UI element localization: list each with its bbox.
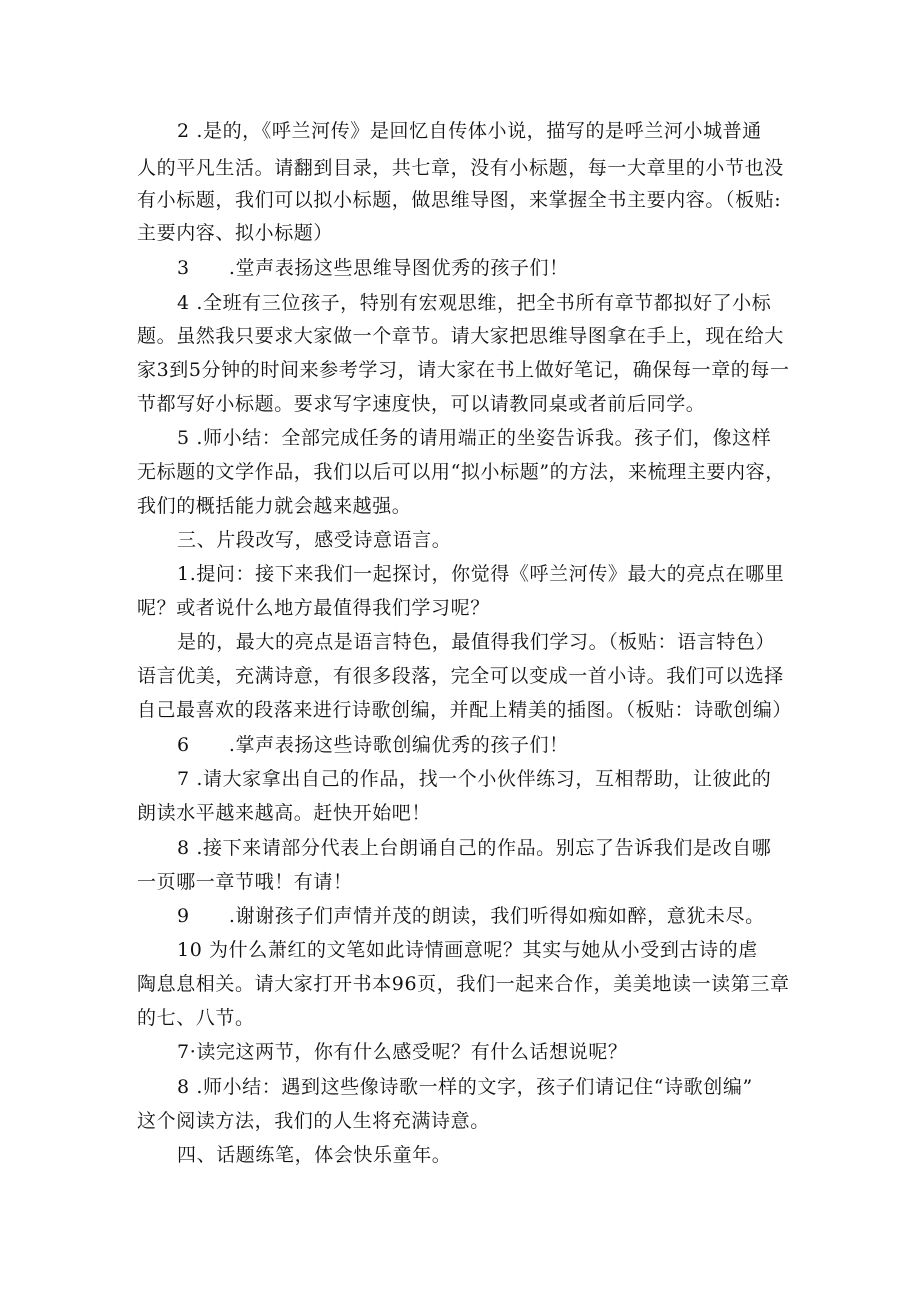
text-line: 是的，最大的亮点是语言特色，最值得我们学习。（板贴：语言特色） bbox=[177, 631, 776, 653]
text-line: 2 .是的，《呼兰河传》是回忆自传体小说，描写的是呼兰河小城普通 bbox=[177, 120, 762, 142]
text-line: 语言优美，充满诗意，有很多段落，完全可以变成一首小诗。我们可以选择 bbox=[137, 665, 784, 687]
text-line: 7·读完这两节，你有什么感受呢？有什么话想说呢？ bbox=[177, 1041, 628, 1063]
text-line: 6 .掌声表扬这些诗歌创编优秀的孩子们！ bbox=[177, 734, 569, 756]
text-line: 5 .师小结：全部完成任务的请用端正的坐姿告诉我。孩子们，像这样 bbox=[177, 427, 772, 449]
text-line: 8 .接下来请部分代表上台朗诵自己的作品。别忘了告诉我们是改自哪 bbox=[177, 837, 772, 859]
text-line: 3 .堂声表扬这些思维导图优秀的孩子们！ bbox=[177, 257, 569, 279]
text-line: 家3到5分钟的时间来参考学习，请大家在书上做好笔记，确保每一章的每一 bbox=[137, 359, 790, 381]
text-line: 这个阅读方法，我们的人生将充满诗意。 bbox=[137, 1110, 490, 1132]
text-line: 朗读水平越来越高。赶快开始吧！ bbox=[137, 802, 432, 824]
text-line: 的七、八节。 bbox=[137, 1007, 255, 1029]
text-line: 8 .师小结：遇到这些像诗歌一样的文字，孩子们请记住“诗歌创编” bbox=[177, 1076, 753, 1098]
text-line: 呢？或者说什么地方最值得我们学习呢？ bbox=[137, 597, 490, 619]
text-line: 自己最喜欢的段落来进行诗歌创编，并配上精美的插图。（板贴：诗歌创编） bbox=[137, 699, 792, 721]
text-line: 无标题的文学作品，我们以后可以用“拟小标题”的方法，来梳理主要内容， bbox=[137, 461, 785, 483]
text-line: 1.提问：接下来我们一起探讨，你觉得《呼兰河传》最大的亮点在哪里 bbox=[177, 563, 785, 585]
text-line: 7 .请大家拿出自己的作品，找一个小伙伴练习，互相帮助，让彼此的 bbox=[177, 768, 772, 790]
text-line: 陶息息相关。请大家打开书本96页，我们一起来合作，美美地读一读第三章 bbox=[137, 973, 790, 995]
text-line: 一页哪一章节哦！有请！ bbox=[137, 871, 353, 893]
text-line: 9 .谢谢孩子们声情并茂的朗读，我们听得如痴如醉，意犹未尽。 bbox=[177, 905, 765, 927]
text-line: 节都写好小标题。要求写字速度快，可以请教同桌或者前后同学。 bbox=[137, 393, 706, 415]
section-heading: 四、话题练笔，体会快乐童年。 bbox=[177, 1144, 452, 1166]
text-line: 10 为什么萧红的文笔如此诗情画意呢？其实与她从小受到古诗的虐 bbox=[177, 939, 758, 961]
section-heading: 三、片段改写，感受诗意语言。 bbox=[177, 529, 452, 551]
text-line: 人的平凡生活。请翻到目录，共七章，没有小标题，每一大章里的小节也没 bbox=[137, 157, 784, 179]
text-line: 题。虽然我只要求大家做一个章节。请大家把思维导图拿在手上，现在给大 bbox=[137, 325, 784, 347]
text-line: 有小标题，我们可以拟小标题，做思维导图，来掌握全书主要内容。（板贴: bbox=[137, 189, 782, 211]
text-line: 主要内容、拟小标题） bbox=[137, 222, 334, 244]
text-line: 4 .全班有三位孩子，特别有宏观思维，把全书所有章节都拟好了小标 bbox=[177, 292, 772, 314]
text-line: 我们的概括能力就会越来越强。 bbox=[137, 495, 412, 517]
